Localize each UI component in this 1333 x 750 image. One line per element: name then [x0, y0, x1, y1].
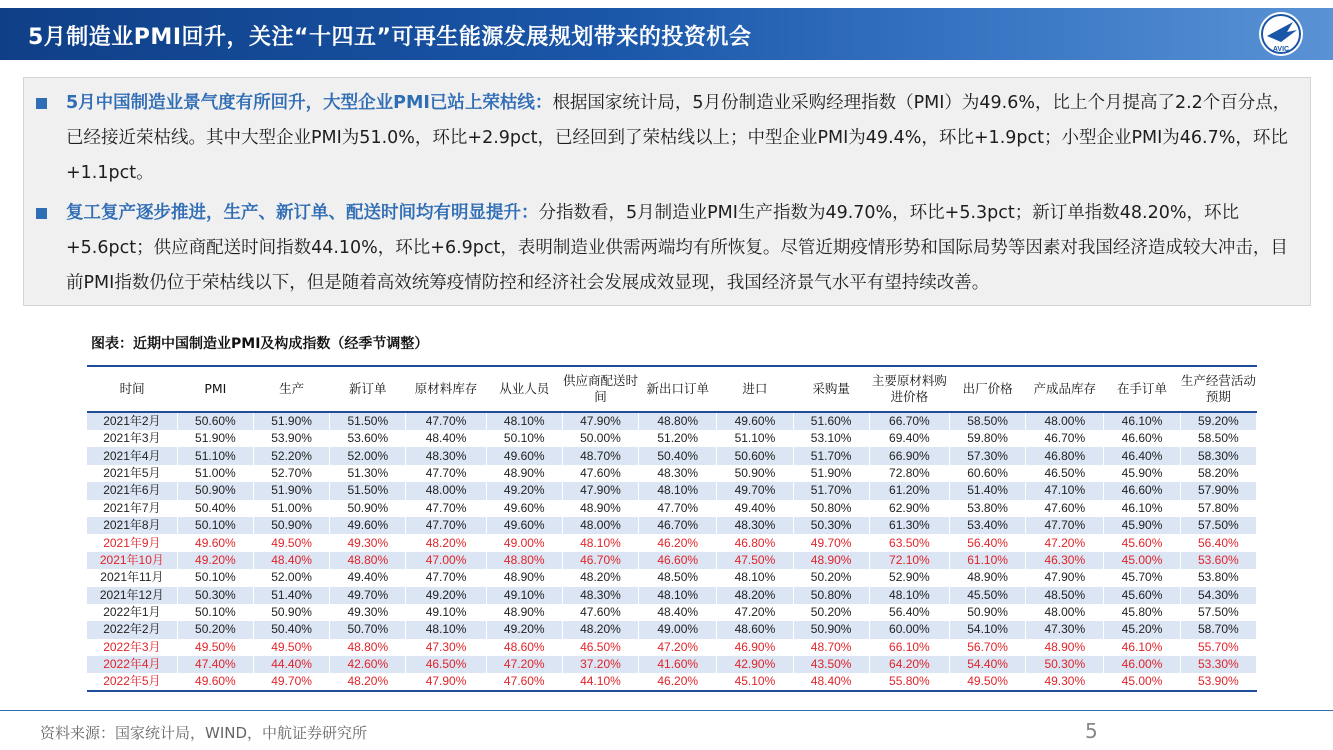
table-cell: 51.10% [717, 430, 793, 447]
table-cell: 47.70% [406, 465, 486, 482]
table-cell: 58.50% [949, 412, 1025, 430]
table-cell: 47.70% [406, 412, 486, 430]
table-cell: 42.90% [717, 656, 793, 673]
table-cell: 46.90% [717, 639, 793, 656]
table-cell: 50.10% [177, 517, 253, 534]
table-cell: 54.10% [949, 621, 1025, 638]
footer-divider [0, 710, 1333, 711]
table-cell: 53.60% [1180, 552, 1256, 569]
table-cell: 49.40% [330, 569, 406, 586]
table-cell: 64.20% [869, 656, 949, 673]
table-cell: 49.30% [1026, 673, 1104, 691]
table-row [87, 621, 1257, 638]
table-cell: 48.30% [717, 517, 793, 534]
table-cell: 48.40% [793, 673, 869, 691]
table-cell: 54.40% [949, 656, 1025, 673]
table-cell: 51.50% [330, 412, 406, 430]
table-cell: 46.50% [406, 656, 486, 673]
row-period-cell: 2022年2月 [87, 621, 177, 638]
table-cell: 47.60% [1026, 500, 1104, 517]
table-cell: 56.40% [1180, 534, 1256, 551]
table-cell: 45.50% [949, 587, 1025, 604]
table-cell: 49.60% [717, 412, 793, 430]
row-period-cell: 2022年3月 [87, 639, 177, 656]
row-period-cell: 2022年1月 [87, 604, 177, 621]
table-cell: 49.60% [330, 517, 406, 534]
table-cell: 48.10% [869, 587, 949, 604]
table-cell: 59.80% [949, 430, 1025, 447]
table-cell: 50.90% [253, 517, 329, 534]
table-cell: 49.20% [486, 482, 562, 499]
table-cell: 58.20% [1180, 465, 1256, 482]
table-cell: 51.00% [253, 500, 329, 517]
table-cell: 45.60% [1104, 587, 1180, 604]
table-cell: 49.20% [406, 587, 486, 604]
table-cell: 51.90% [177, 430, 253, 447]
table-cell: 51.50% [330, 482, 406, 499]
table-cell: 45.00% [1104, 673, 1180, 691]
table-cell: 47.70% [639, 500, 717, 517]
table-row [87, 534, 1257, 551]
table-cell: 52.70% [253, 465, 329, 482]
table-cell: 50.10% [177, 569, 253, 586]
table-cell: 72.80% [869, 465, 949, 482]
table-cell: 53.80% [949, 500, 1025, 517]
table-cell: 48.10% [639, 482, 717, 499]
column-header: 在手订单 [1117, 381, 1168, 396]
table-cell: 72.10% [869, 552, 949, 569]
table-cell: 49.20% [177, 552, 253, 569]
table-cell: 47.60% [562, 465, 638, 482]
table-cell: 48.50% [1026, 587, 1104, 604]
table-cell: 47.20% [717, 604, 793, 621]
table-cell: 51.10% [177, 447, 253, 464]
table-cell: 46.70% [639, 517, 717, 534]
table-cell: 49.70% [253, 673, 329, 691]
column-header: 新订单 [349, 381, 387, 396]
table-cell: 49.50% [253, 534, 329, 551]
table-cell: 46.60% [1104, 482, 1180, 499]
table-cell: 63.50% [869, 534, 949, 551]
table-cell: 46.60% [1104, 430, 1180, 447]
summary-box [23, 77, 1311, 306]
summary-point-2-highlight: 复工复产逐步推进，生产、新订单、配送时间均有明显提升： [66, 203, 539, 223]
table-cell: 53.10% [793, 430, 869, 447]
table-cell: 47.90% [562, 412, 638, 430]
table-cell: 47.70% [1026, 517, 1104, 534]
table-cell: 45.90% [1104, 517, 1180, 534]
table-cell: 61.10% [949, 552, 1025, 569]
table-cell: 52.90% [869, 569, 949, 586]
table-cell: 49.50% [949, 673, 1025, 691]
table-row [87, 639, 1257, 656]
table-cell: 47.30% [1026, 621, 1104, 638]
table-cell: 49.30% [330, 534, 406, 551]
table-cell: 48.10% [639, 587, 717, 604]
table-cell: 48.90% [793, 552, 869, 569]
table-cell: 50.60% [717, 447, 793, 464]
column-header: 新出口订单 [646, 381, 709, 396]
table-cell: 46.00% [1104, 656, 1180, 673]
table-cell: 50.90% [793, 621, 869, 638]
row-period-cell: 2021年8月 [87, 517, 177, 534]
column-header: 从业人员 [499, 381, 550, 396]
table-cell: 50.60% [177, 412, 253, 430]
table-cell: 49.70% [717, 482, 793, 499]
table-cell: 48.80% [330, 639, 406, 656]
table-cell: 47.70% [406, 500, 486, 517]
table-cell: 48.10% [562, 534, 638, 551]
row-period-cell: 2021年2月 [87, 412, 177, 430]
column-header: 原材料库存 [414, 381, 478, 396]
table-cell: 48.00% [562, 517, 638, 534]
table-cell: 55.80% [869, 673, 949, 691]
table-cell: 48.10% [486, 412, 562, 430]
table-cell: 47.40% [177, 656, 253, 673]
table-cell: 48.40% [406, 430, 486, 447]
table-cell: 46.50% [1026, 465, 1104, 482]
row-period-cell: 2021年10月 [87, 552, 177, 569]
table-row [87, 569, 1257, 586]
table-cell: 48.30% [562, 587, 638, 604]
table-cell: 50.90% [253, 604, 329, 621]
table-cell: 48.50% [639, 569, 717, 586]
column-header: 供应商配送时间 [562, 373, 638, 404]
table-cell: 48.00% [1026, 412, 1104, 430]
table-cell: 60.00% [869, 621, 949, 638]
page-number: 5 [1085, 719, 1098, 743]
table-cell: 48.20% [562, 569, 638, 586]
table-cell: 47.30% [406, 639, 486, 656]
row-period-cell: 2021年12月 [87, 587, 177, 604]
table-cell: 47.70% [406, 517, 486, 534]
table-cell: 54.30% [1180, 587, 1256, 604]
table-cell: 50.30% [1026, 656, 1104, 673]
summary-point-2 [36, 196, 1302, 301]
table-cell: 50.10% [177, 604, 253, 621]
table-cell: 48.10% [406, 621, 486, 638]
summary-point-1-body: 根据国家统计局，5月份制造业采购经理指数（PMI）为49.6%，比上个月提高了2.2个百分点，已经接近荣枯线。其中大型企业PMI为51.0%，环比+2.9pct，已经回到了荣枯线以上；中型企业PMI为49.4%，环比+1.9pct；小型企业PMI为46.7%，环比+1.1pct。 [66, 93, 1291, 183]
table-cell: 53.30% [1180, 656, 1256, 673]
table-cell: 43.50% [793, 656, 869, 673]
row-period-cell: 2021年5月 [87, 465, 177, 482]
column-header: 生产 [279, 381, 305, 396]
summary-point-2-body: 分指数看，5月制造业PMI生产指数为49.70%，环比+5.3pct；新订单指数48.20%，环比+5.6pct；供应商配送时间指数44.10%，环比+6.9pct，表明制造业供需两端均有所恢复。尽管近期疫情形势和国际局势等因素对我国经济造成较大冲击，目前PMI指数仍位于荣枯线以下，但是随着高效统筹疫情防控和经济社会发展成效显现，我国经济景气水平有望持续改善。 [66, 203, 1288, 293]
table-row [87, 673, 1257, 691]
table-cell: 61.30% [869, 517, 949, 534]
table-cell: 51.20% [639, 430, 717, 447]
table-cell: 49.60% [177, 534, 253, 551]
table-cell: 49.10% [486, 587, 562, 604]
row-period-cell: 2021年9月 [87, 534, 177, 551]
table-cell: 47.20% [486, 656, 562, 673]
column-header: 时间 [119, 381, 145, 396]
avic-logo-icon [1257, 10, 1305, 58]
row-period-cell: 2022年5月 [87, 673, 177, 691]
table-cell: 50.30% [177, 587, 253, 604]
table-cell: 45.90% [1104, 465, 1180, 482]
table-cell: 53.90% [1180, 673, 1256, 691]
source-note: 资料来源：国家统计局，WIND，中航证券研究所 [40, 724, 368, 742]
table-cell: 44.40% [253, 656, 329, 673]
table-cell: 48.70% [562, 447, 638, 464]
table-cell: 59.20% [1180, 412, 1256, 430]
table-cell: 47.70% [406, 569, 486, 586]
table-cell: 45.80% [1104, 604, 1180, 621]
table-cell: 53.90% [253, 430, 329, 447]
table-cell: 50.10% [486, 430, 562, 447]
table-cell: 47.90% [406, 673, 486, 691]
table-cell: 45.20% [1104, 621, 1180, 638]
column-header: PMI [204, 381, 227, 396]
table-cell: 48.60% [486, 639, 562, 656]
table-row [87, 430, 1257, 447]
table-row [87, 517, 1257, 534]
table-cell: 46.10% [1104, 500, 1180, 517]
table-cell: 45.10% [717, 673, 793, 691]
logo-text: AVIC [1272, 46, 1290, 53]
table-cell: 42.60% [330, 656, 406, 673]
table-cell: 51.40% [949, 482, 1025, 499]
table-cell: 51.70% [793, 447, 869, 464]
table-cell: 46.70% [1026, 430, 1104, 447]
table-cell: 48.90% [486, 604, 562, 621]
table-cell: 51.00% [177, 465, 253, 482]
table-cell: 47.60% [562, 604, 638, 621]
table-cell: 48.20% [562, 621, 638, 638]
table-cell: 52.00% [253, 569, 329, 586]
table-row [87, 482, 1257, 499]
table-cell: 47.10% [1026, 482, 1104, 499]
table-cell: 48.00% [406, 482, 486, 499]
table-cell: 53.60% [330, 430, 406, 447]
row-period-cell: 2021年7月 [87, 500, 177, 517]
table-cell: 48.10% [717, 569, 793, 586]
table-cell: 47.90% [1026, 569, 1104, 586]
table-cell: 66.90% [869, 447, 949, 464]
table-cell: 66.10% [869, 639, 949, 656]
table-cell: 49.00% [486, 534, 562, 551]
table-cell: 48.80% [486, 552, 562, 569]
title-bar [0, 8, 1333, 60]
table-cell: 53.40% [949, 517, 1025, 534]
table-cell: 48.90% [486, 569, 562, 586]
table-cell: 45.00% [1104, 552, 1180, 569]
table-cell: 50.90% [177, 482, 253, 499]
table-row [87, 656, 1257, 673]
table-cell: 46.30% [1026, 552, 1104, 569]
table-cell: 46.70% [562, 552, 638, 569]
table-cell: 51.90% [253, 412, 329, 430]
table-cell: 37.20% [562, 656, 638, 673]
table-row [87, 465, 1257, 482]
table-cell: 46.80% [1026, 447, 1104, 464]
pmi-table [87, 365, 1257, 692]
table-cell: 49.60% [486, 517, 562, 534]
table-cell: 51.70% [793, 482, 869, 499]
table-row [87, 412, 1257, 430]
table-cell: 47.20% [1026, 534, 1104, 551]
table-cell: 46.60% [639, 552, 717, 569]
table-cell: 51.90% [253, 482, 329, 499]
table-cell: 50.30% [793, 517, 869, 534]
column-header: 产成品库存 [1033, 381, 1097, 396]
column-header: 主要原材料购进价格 [871, 373, 947, 404]
table-cell: 50.90% [717, 465, 793, 482]
table-row [87, 500, 1257, 517]
table-cell: 52.20% [253, 447, 329, 464]
table-cell: 47.20% [639, 639, 717, 656]
row-period-cell: 2021年11月 [87, 569, 177, 586]
table-cell: 62.90% [869, 500, 949, 517]
table-cell: 51.60% [793, 412, 869, 430]
table-cell: 45.60% [1104, 534, 1180, 551]
table-row [87, 587, 1257, 604]
table-cell: 50.20% [793, 569, 869, 586]
table-cell: 46.10% [1104, 412, 1180, 430]
table-cell: 58.50% [1180, 430, 1256, 447]
table-cell: 58.30% [1180, 447, 1256, 464]
table-row [87, 604, 1257, 621]
table-cell: 46.10% [1104, 639, 1180, 656]
table-cell: 58.70% [1180, 621, 1256, 638]
column-header: 生产经营活动预期 [1180, 373, 1256, 404]
table-cell: 47.50% [717, 552, 793, 569]
table-cell: 51.30% [330, 465, 406, 482]
table-row [87, 447, 1257, 464]
table-cell: 48.30% [639, 465, 717, 482]
table-cell: 69.40% [869, 430, 949, 447]
table-cell: 55.70% [1180, 639, 1256, 656]
table-cell: 44.10% [562, 673, 638, 691]
table-cell: 57.80% [1180, 500, 1256, 517]
table-cell: 50.40% [253, 621, 329, 638]
table-cell: 57.30% [949, 447, 1025, 464]
table-cell: 56.40% [869, 604, 949, 621]
table-cell: 52.00% [330, 447, 406, 464]
table-cell: 50.40% [639, 447, 717, 464]
table-cell: 50.80% [793, 500, 869, 517]
table-cell: 45.70% [1104, 569, 1180, 586]
row-period-cell: 2021年6月 [87, 482, 177, 499]
table-cell: 50.20% [793, 604, 869, 621]
table-cell: 49.60% [486, 500, 562, 517]
table-cell: 50.40% [177, 500, 253, 517]
table-cell: 41.60% [639, 656, 717, 673]
table-cell: 46.40% [1104, 447, 1180, 464]
table-cell: 48.90% [562, 500, 638, 517]
summary-point-1-highlight: 5月中国制造业景气度有所回升，大型企业PMI已站上荣枯线： [66, 93, 553, 113]
table-cell: 49.30% [330, 604, 406, 621]
table-cell: 51.40% [253, 587, 329, 604]
table-cell: 50.80% [793, 587, 869, 604]
table-cell: 57.50% [1180, 517, 1256, 534]
table-cell: 50.00% [562, 430, 638, 447]
row-period-cell: 2022年4月 [87, 656, 177, 673]
table-cell: 46.80% [717, 534, 793, 551]
table-cell: 56.70% [949, 639, 1025, 656]
table-cell: 48.00% [1026, 604, 1104, 621]
table-cell: 48.80% [639, 412, 717, 430]
table-cell: 66.70% [869, 412, 949, 430]
table-cell: 48.90% [949, 569, 1025, 586]
row-period-cell: 2021年4月 [87, 447, 177, 464]
table-cell: 50.90% [330, 500, 406, 517]
table-cell: 47.90% [562, 482, 638, 499]
table-cell: 48.70% [793, 639, 869, 656]
table-cell: 49.50% [177, 639, 253, 656]
table-cell: 48.30% [406, 447, 486, 464]
table-cell: 50.20% [177, 621, 253, 638]
table-cell: 49.50% [253, 639, 329, 656]
table-cell: 49.10% [406, 604, 486, 621]
bullet-square-icon [36, 208, 47, 219]
table-cell: 46.50% [562, 639, 638, 656]
table-row [87, 552, 1257, 569]
column-header: 采购量 [812, 381, 850, 396]
table-cell: 48.60% [717, 621, 793, 638]
summary-point-1 [36, 86, 1302, 191]
table-cell: 48.40% [639, 604, 717, 621]
table-cell: 49.60% [486, 447, 562, 464]
bullet-square-icon [36, 98, 47, 109]
table-cell: 48.20% [717, 587, 793, 604]
table-title: 图表：近期中国制造业PMI及构成指数（经季节调整） [91, 336, 429, 352]
table-cell: 49.40% [717, 500, 793, 517]
table-cell: 49.20% [486, 621, 562, 638]
table-cell: 46.20% [639, 534, 717, 551]
table-cell: 49.00% [639, 621, 717, 638]
table-cell: 48.20% [406, 534, 486, 551]
table-cell: 47.00% [406, 552, 486, 569]
table-cell: 61.20% [869, 482, 949, 499]
row-period-cell: 2021年3月 [87, 430, 177, 447]
table-cell: 49.60% [177, 673, 253, 691]
table-cell: 47.60% [486, 673, 562, 691]
table-cell: 49.70% [330, 587, 406, 604]
table-cell: 48.80% [330, 552, 406, 569]
table-cell: 48.90% [1026, 639, 1104, 656]
table-header-row [87, 366, 1257, 412]
table-cell: 51.90% [793, 465, 869, 482]
table-cell: 60.60% [949, 465, 1025, 482]
table-cell: 57.50% [1180, 604, 1256, 621]
table-cell: 46.20% [639, 673, 717, 691]
table-cell: 50.90% [949, 604, 1025, 621]
table-cell: 48.90% [486, 465, 562, 482]
page-title: 5月制造业PMI回升，关注“十四五”可再生能源发展规划带来的投资机会 [28, 25, 752, 50]
table-cell: 48.20% [330, 673, 406, 691]
table-cell: 53.80% [1180, 569, 1256, 586]
table-cell: 57.90% [1180, 482, 1256, 499]
column-header: 出厂价格 [962, 381, 1013, 396]
table-cell: 50.70% [330, 621, 406, 638]
table-cell: 48.40% [253, 552, 329, 569]
column-header: 进口 [742, 381, 768, 396]
table-cell: 49.70% [793, 534, 869, 551]
table-cell: 56.40% [949, 534, 1025, 551]
